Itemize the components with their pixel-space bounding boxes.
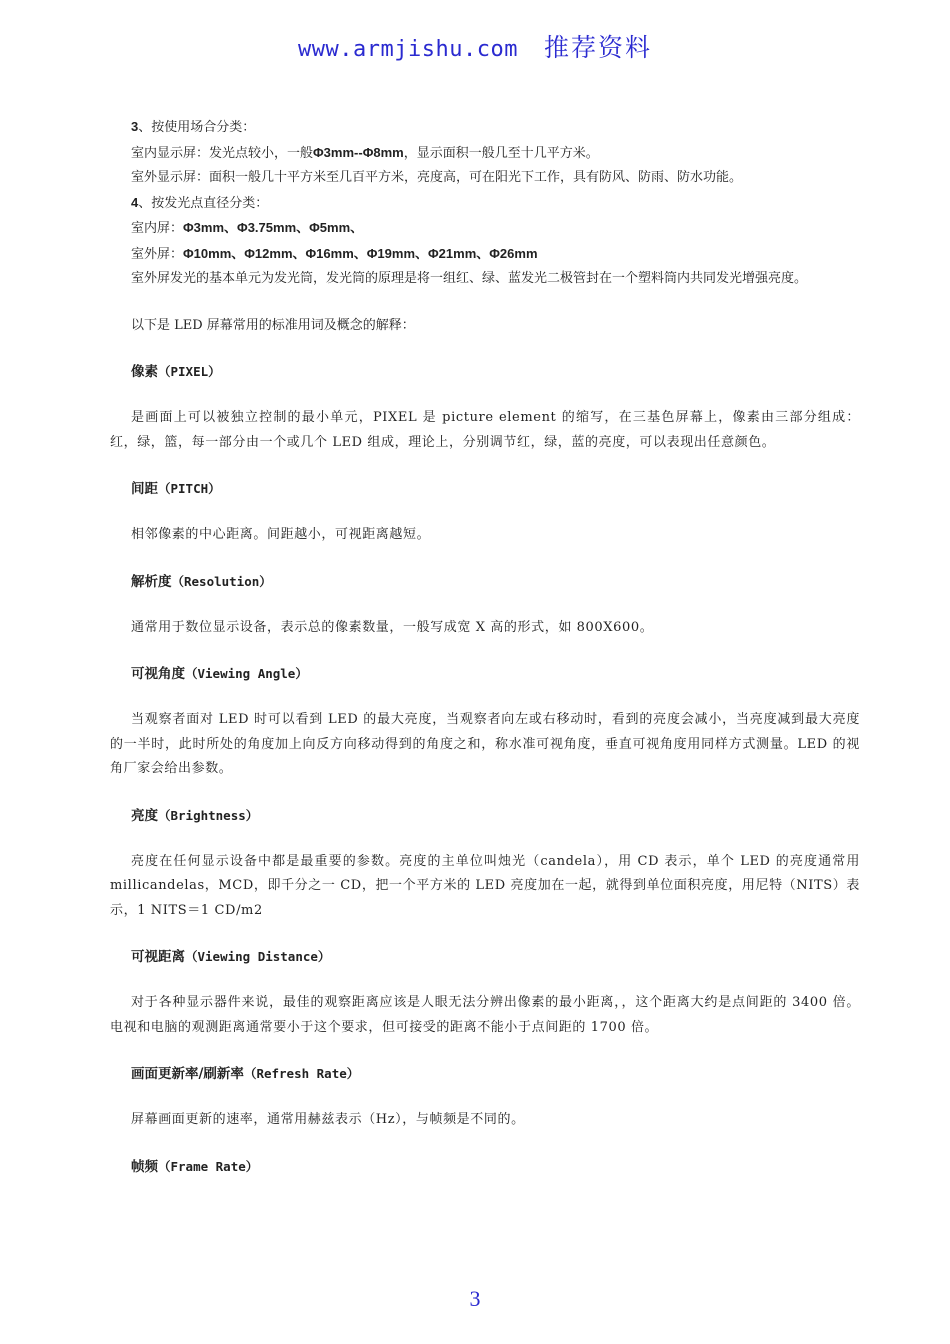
section-body-viewing-angle: 当观察者面对 LED 时可以看到 LED 的最大亮度，当观察者向左或右移动时，看到的亮度会减小，当亮度减到最大亮度的一半时，此时所处的角度加上向反方向移动得到的角度之和，称水准可视角度，垂直可视角度用同样方式测量。LED 的视角厂家会给出参数。 <box>110 712 860 776</box>
section-body-pitch: 相邻像素的中心距离。间距越小，可视距离越短。 <box>131 527 431 542</box>
section-heading-brightness: 亮度（Brightness） <box>131 807 259 824</box>
list-item: 室内显示屏：发光点较小，一般Φ3mm--Φ8mm，显示面积一般几至十几平方米。 <box>131 144 599 161</box>
header-tag: 推荐资料 <box>543 33 652 62</box>
list-item: 4、按发光点直径分类： <box>131 194 269 211</box>
list-item: 室外屏发光的基本单元为发光筒，发光筒的原理是将一组红、绿、蓝发光二极管封在一个塑料筒内共同发光增强亮度。 <box>131 271 808 286</box>
document-body <box>110 115 860 1179</box>
section-body-refresh-rate: 屏幕画面更新的速率，通常用赫兹表示（Hz），与帧频是不同的。 <box>131 1112 525 1127</box>
section-heading-pixel: 像素（PIXEL） <box>131 364 221 380</box>
list-item: 室内屏：Φ3mm、Φ3.75mm、Φ5mm、 <box>131 220 364 236</box>
page-number: 3 <box>469 1286 481 1311</box>
section-body-brightness: 亮度在任何显示设备中都是最重要的参数。亮度的主单位叫烛光（candela），用 CD 表示，单个 LED 的亮度通常用 millicandelas，MCD，即千分之一 CD，把一个平方米的 LED 亮度加在一起，就得到单位面积亮度，用尼特（NITS）表示，1 NITS＝1 CD/m2 <box>110 853 860 918</box>
section-body-pixel: 是画面上可以被独立控制的最小单元，PIXEL 是 picture element 的缩写，在三基色屏幕上，像素由三部分组成：红，绿，篮，每一部分由一个或几个 LED 组成，理论上，分别调节红，绿，蓝的亮度，可以表现出任意颜色。 <box>110 410 860 450</box>
section-body-resolution: 通常用于数位显示设备，表示总的像素数量，一般写成宽 X 高的形式，如 800X600。 <box>131 619 654 635</box>
section-body-viewing-distance: 对于各种显示器件来说，最佳的观察距离应该是人眼无法分辨出像素的最小距离，，这个距离大约是点间距的 3400 倍。电视和电脑的观测距离通常要小于这个要求，但可接受的距离不能小于点间距的 1700 倍。 <box>110 995 860 1035</box>
page-header <box>0 28 950 64</box>
list-item: 室外屏：Φ10mm、Φ12mm、Φ16mm、Φ19mm、Φ21mm、Φ26mm <box>131 245 538 262</box>
intro-text: 以下是 LED 屏幕常用的标准用词及概念的解释： <box>131 317 415 333</box>
section-heading-refresh-rate: 画面更新率/刷新率（Refresh Rate） <box>131 1066 360 1082</box>
header-url: www.armjishu.com <box>298 37 518 62</box>
section-heading-resolution: 解析度（Resolution） <box>131 573 272 590</box>
list-item: 室外显示屏：面积一般几十平方米至几百平方米，亮度高，可在阳光下工作，具有防风、防雨、防水功能。 <box>131 170 743 185</box>
section-heading-pitch: 间距（PITCH） <box>131 481 221 497</box>
section-heading-viewing-angle: 可视角度（Viewing Angle） <box>131 666 308 682</box>
list-item: 3、按使用场合分类： <box>131 119 256 135</box>
section-heading-frame-rate: 帧频（Frame Rate） <box>131 1158 259 1175</box>
section-heading-viewing-distance: 可视距离（Viewing Distance） <box>131 949 331 965</box>
